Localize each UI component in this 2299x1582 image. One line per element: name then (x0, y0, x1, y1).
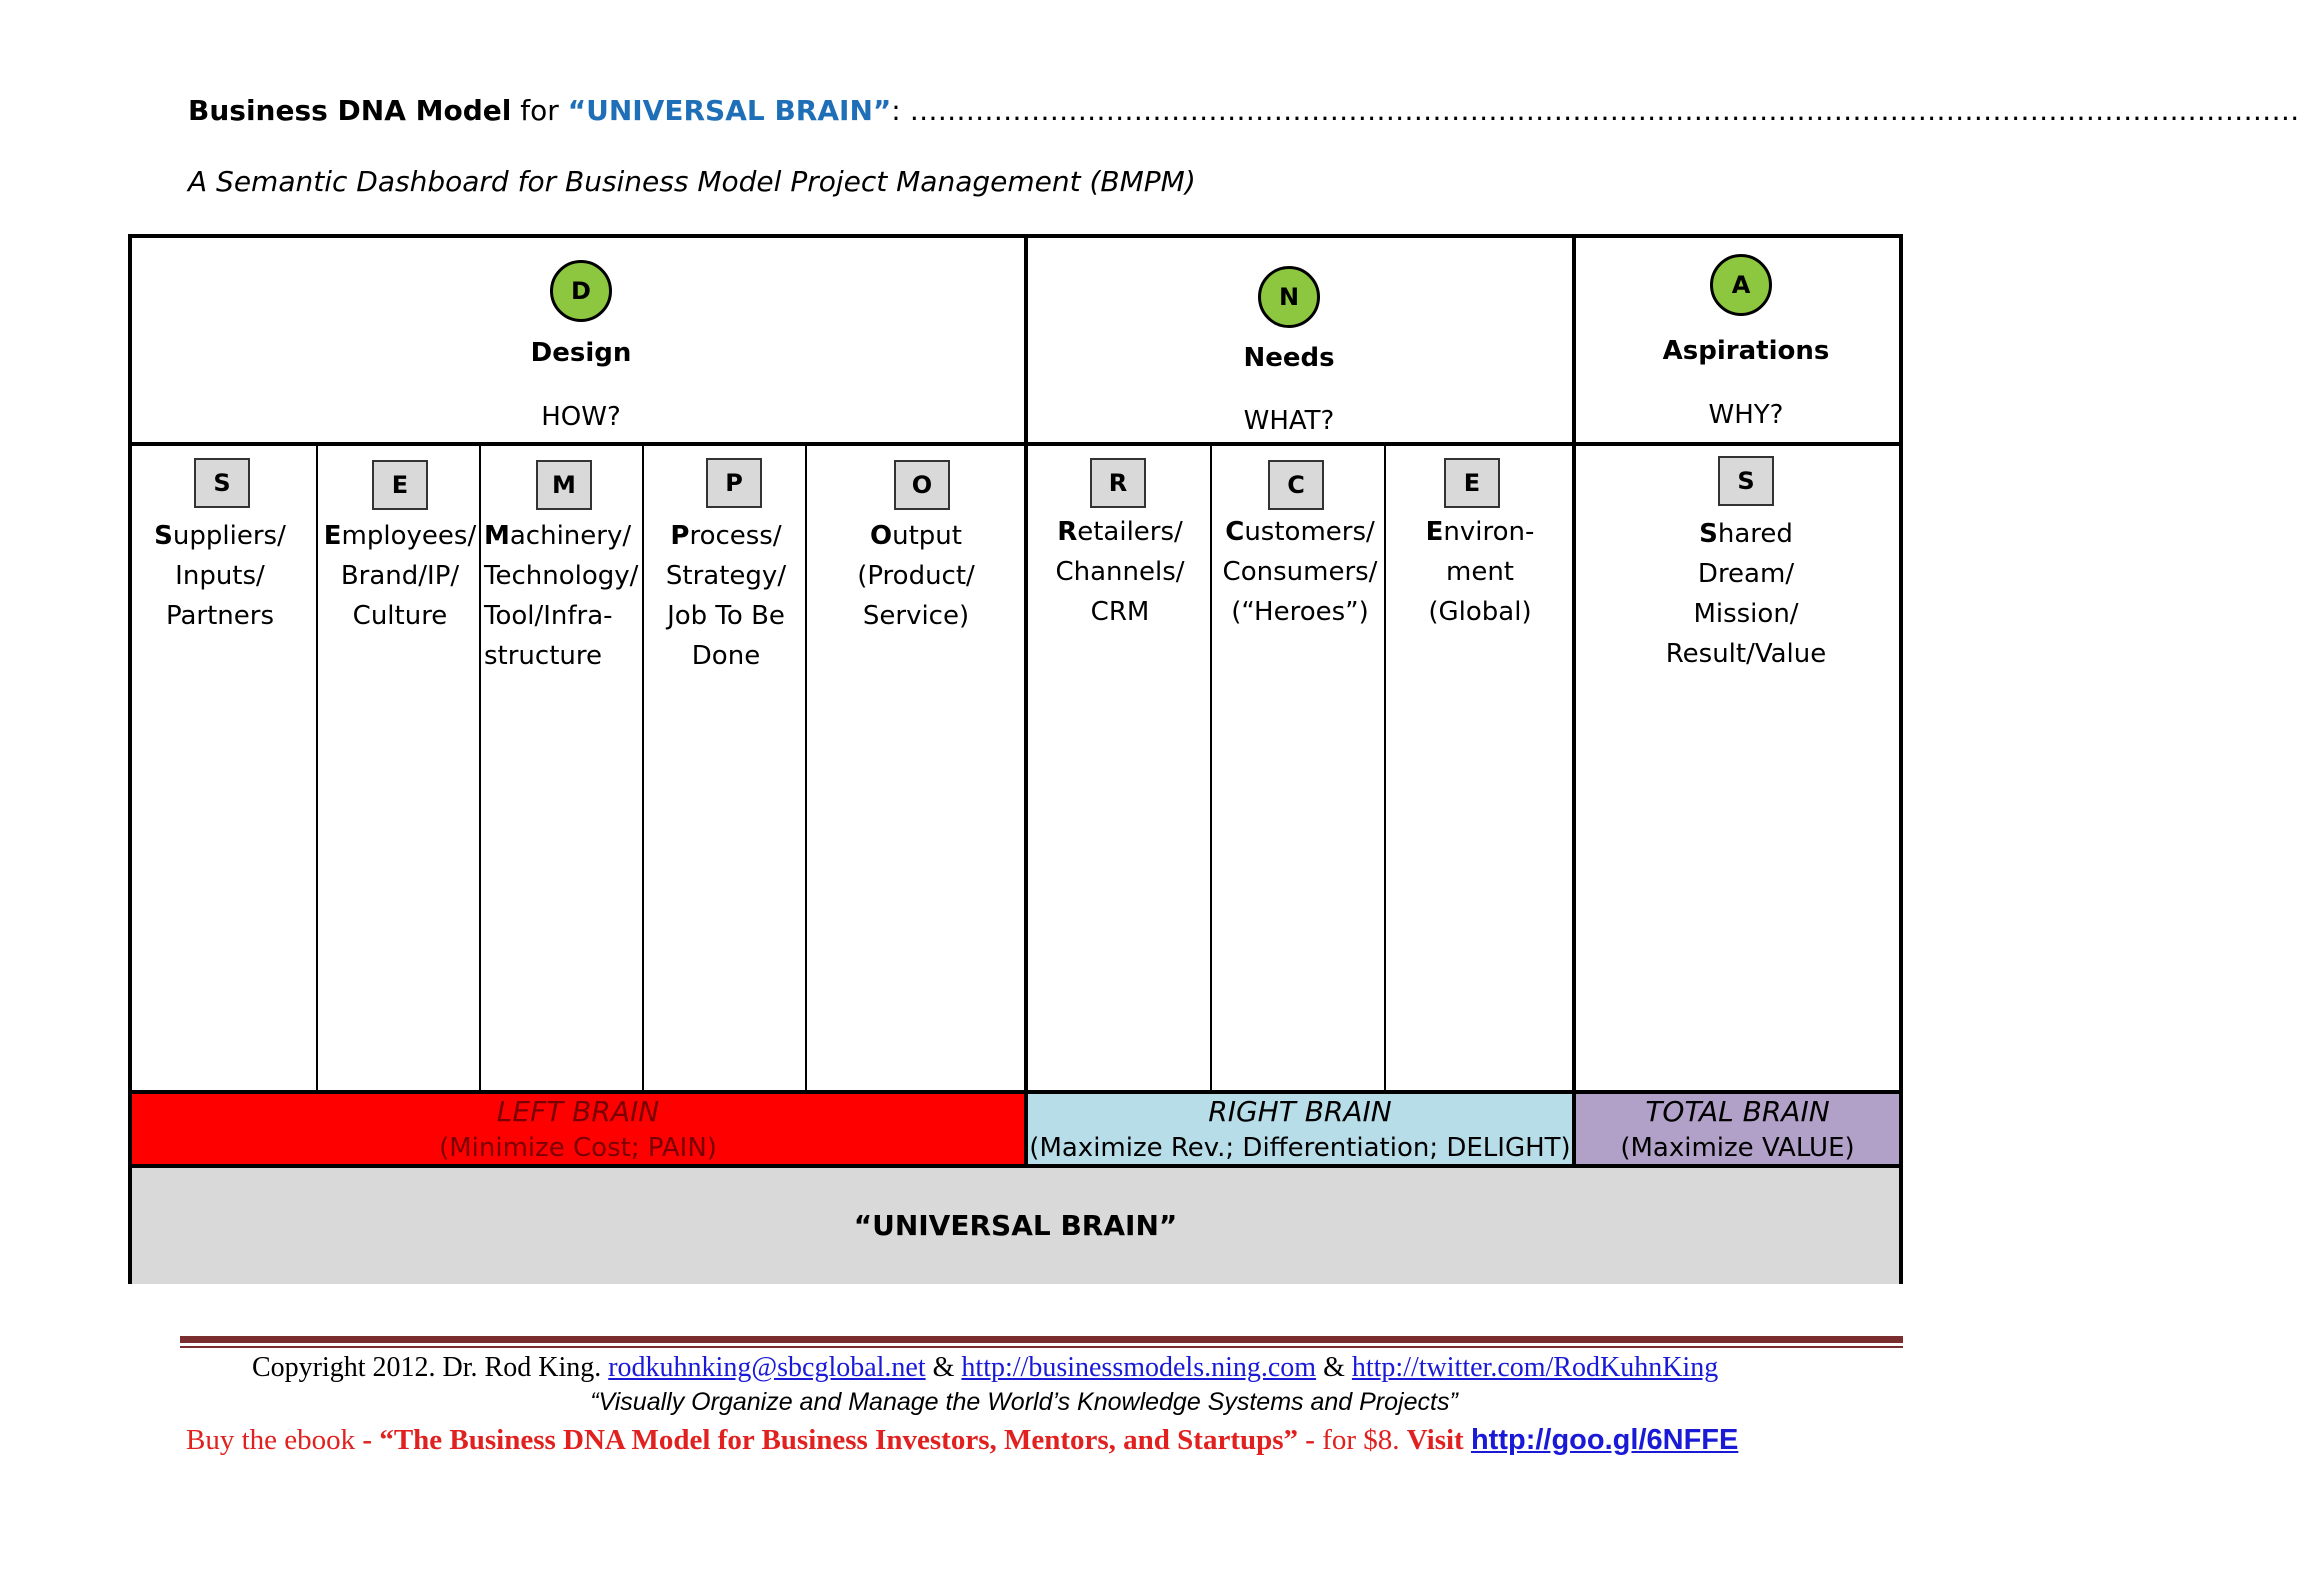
design-label: Design (530, 338, 632, 368)
col-badge-process: P (706, 458, 762, 508)
title-for: for (511, 94, 568, 127)
aspirations-question: WHY? (1708, 400, 1784, 430)
aspirations-label: Aspirations (1662, 336, 1830, 366)
title-bold: Business DNA Model (188, 94, 512, 127)
column-divider (479, 446, 481, 1090)
col-machinery: Machinery/ Technology/ Tool/Infra- structure (484, 521, 639, 671)
col-badge-shared: S (1718, 456, 1774, 506)
col-badge-customers: C (1268, 460, 1324, 510)
universal-brain-footer: “UNIVERSAL BRAIN” (132, 1168, 1899, 1284)
needs-label: Needs (1243, 343, 1335, 373)
footer-rule (180, 1336, 1903, 1343)
col-output: Output (Product/ Service) (857, 521, 975, 631)
email-link[interactable]: rodkuhnking@sbcglobal.net (608, 1352, 926, 1383)
col-retailers: Retailers/ Channels/ CRM (1055, 517, 1185, 627)
column-divider (642, 446, 644, 1090)
col-badge-retailers: R (1090, 458, 1146, 508)
ebook-link[interactable]: http://goo.gl/6NFFE (1470, 1424, 1739, 1456)
col-environment: Environ- ment (Global) (1425, 517, 1535, 627)
copyright-line: Copyright 2012. Dr. Rod King. rodkuhnking@sbcglobal.net & http://businessmodels.ning.com & http://twitter.com/RodKuhnKing (252, 1352, 1719, 1383)
total-brain-band: TOTAL BRAIN (Maximize VALUE) (1576, 1094, 1899, 1164)
col-employees: Employees/ Brand/IP/ Culture (323, 521, 477, 631)
column-divider (1210, 446, 1212, 1090)
footer-rule-thin (180, 1346, 1903, 1348)
page-subtitle: A Semantic Dashboard for Business Model Project Management (BMPM) (188, 165, 1196, 198)
needs-question: WHAT? (1243, 406, 1335, 436)
group-divider-2 (1572, 238, 1576, 1164)
twitter-link[interactable]: http://twitter.com/RodKuhnKing (1351, 1352, 1719, 1383)
column-divider (805, 446, 807, 1090)
needs-badge: N (1258, 266, 1320, 328)
site-link[interactable]: http://businessmodels.ning.com (961, 1352, 1317, 1383)
col-badge-machinery: M (536, 460, 592, 510)
title-brand: “UNIVERSAL BRAIN” (567, 94, 892, 127)
header-divider (132, 442, 1899, 446)
col-badge-suppliers: S (194, 458, 250, 508)
col-shared: Shared Dream/ Mission/ Result/Value (1665, 519, 1827, 669)
page-title (188, 94, 2299, 127)
column-divider (316, 446, 318, 1090)
title-dots: : ………………………………………………………………………………………………………………………..………… (891, 94, 2299, 127)
column-divider (1384, 446, 1386, 1090)
col-badge-environment: E (1444, 458, 1500, 508)
col-badge-employees: E (372, 460, 428, 510)
aspirations-badge: A (1710, 254, 1772, 316)
design-badge: D (550, 260, 612, 322)
buy-ebook-line: Buy the ebook - “The Business DNA Model for Business Investors, Mentors, and Startups” - for $8. Visit http://goo.gl/6NFFE (186, 1424, 1739, 1456)
col-badge-output: O (894, 460, 950, 510)
col-suppliers: Suppliers/ Inputs/ Partners (154, 521, 286, 631)
tagline: “Visually Organize and Manage the World’s Knowledge Systems and Projects” (590, 1388, 1458, 1416)
left-brain-band: LEFT BRAIN (Minimize Cost; PAIN) (132, 1094, 1024, 1164)
dna-model-grid (128, 234, 1903, 1284)
col-customers: Customers/ Consumers/ (“Heroes”) (1222, 517, 1378, 627)
col-process: Process/ Strategy/ Job To Be Done (665, 521, 787, 671)
design-question: HOW? (541, 402, 621, 432)
right-brain-band: RIGHT BRAIN (Maximize Rev.; Differentiation; DELIGHT) (1029, 1095, 1571, 1163)
group-divider-1 (1024, 238, 1028, 1164)
